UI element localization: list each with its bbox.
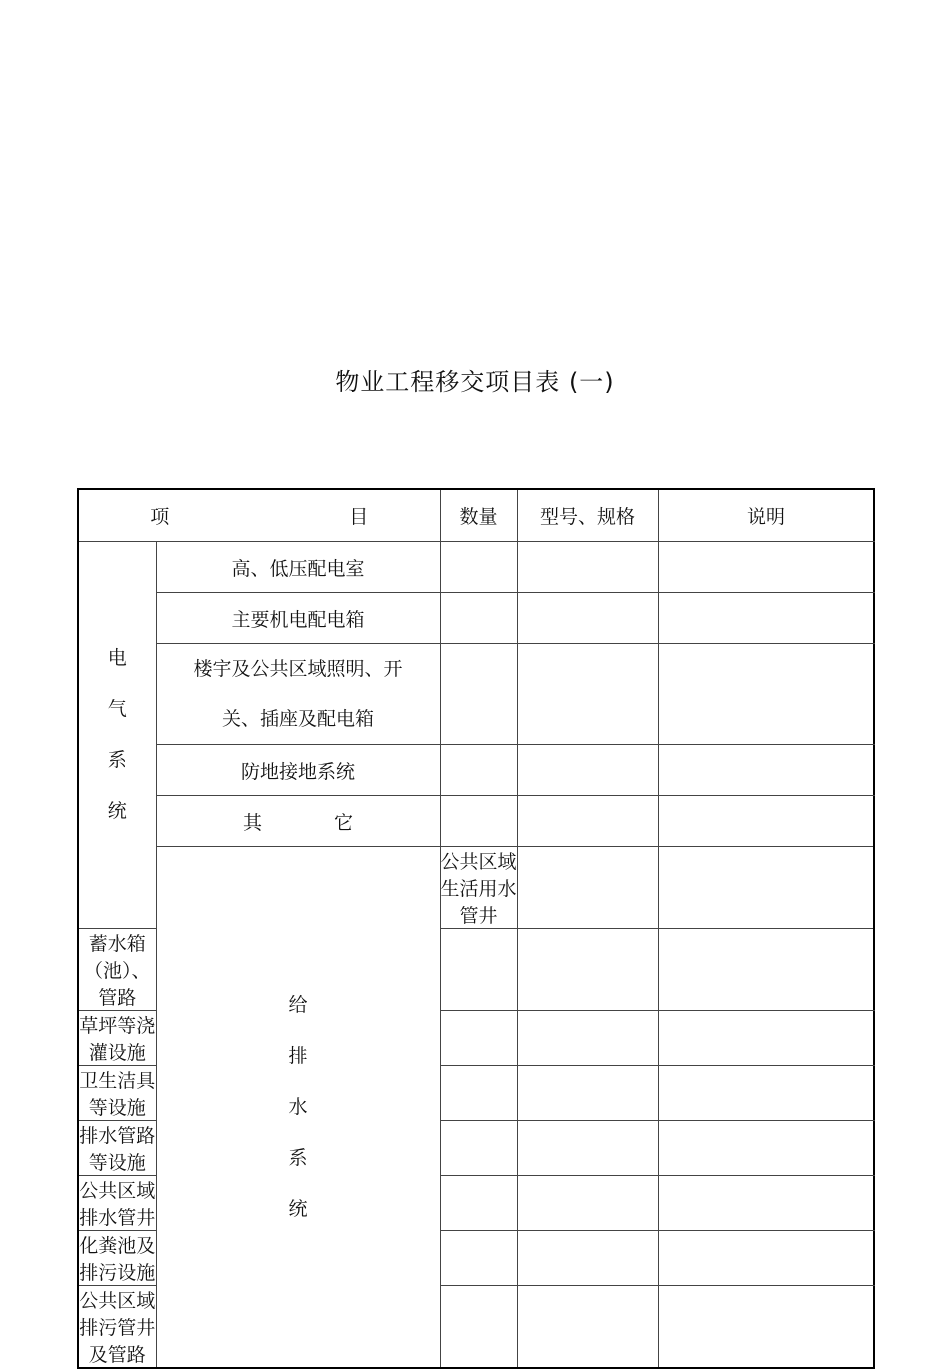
model-spec-cell — [517, 796, 658, 847]
header-item — [78, 489, 440, 542]
item-line: 楼宇及公共区域照明、开 — [193, 658, 403, 680]
item-cell: 高、低压配电室 — [156, 542, 440, 593]
item-cell: 公共区域生活用水管井 — [440, 847, 517, 929]
item-cell — [156, 796, 440, 847]
item-left: 其 — [242, 811, 262, 834]
category-char: 气 — [107, 698, 127, 720]
model-spec-cell — [517, 593, 658, 644]
category-char: 系 — [288, 1146, 308, 1169]
model-spec-cell — [517, 1286, 658, 1369]
notes-cell — [658, 1011, 874, 1066]
model-spec-cell — [517, 542, 658, 593]
header-item-right: 目 — [349, 506, 369, 528]
category-char: 系 — [107, 749, 127, 771]
notes-cell — [658, 1121, 874, 1176]
notes-cell — [658, 1231, 874, 1286]
model-spec-cell — [517, 1011, 658, 1066]
category-char: 排 — [288, 1044, 308, 1067]
item-cell: 公共区域排水管井 — [78, 1176, 156, 1231]
notes-cell — [658, 796, 874, 847]
notes-cell — [658, 929, 874, 1011]
model-spec-cell — [517, 1231, 658, 1286]
item-cell: 草坪等浇灌设施 — [78, 1011, 156, 1066]
quantity-cell — [440, 1011, 517, 1066]
item-cell: 卫生洁具等设施 — [78, 1066, 156, 1121]
category-water — [156, 847, 440, 1369]
notes-cell — [658, 1066, 874, 1121]
table-row — [78, 644, 874, 745]
notes-cell — [658, 542, 874, 593]
item-line: 关、插座及配电箱 — [221, 708, 374, 730]
item-cell: 主要机电配电箱 — [156, 593, 440, 644]
item-cell: 蓄水箱（池）、管路 — [78, 929, 156, 1011]
category-char: 电 — [107, 647, 127, 669]
quantity-cell — [517, 847, 658, 929]
quantity-cell — [440, 745, 517, 796]
category-char: 水 — [288, 1095, 308, 1118]
page-title: 物业工程移交项目表 (一) — [335, 368, 615, 396]
item-cell — [156, 644, 440, 745]
header-model-spec: 型号、规格 — [517, 489, 658, 542]
quantity-cell — [440, 1066, 517, 1121]
table-row — [78, 745, 874, 796]
notes-cell — [658, 593, 874, 644]
quantity-cell — [440, 796, 517, 847]
model-spec-cell — [517, 644, 658, 745]
category-char: 统 — [107, 800, 127, 822]
model-spec-cell — [517, 1176, 658, 1231]
table-row — [78, 847, 874, 929]
category-char: 统 — [288, 1197, 308, 1220]
category-char: 给 — [288, 993, 308, 1016]
model-spec-cell — [517, 745, 658, 796]
model-spec-cell — [517, 1121, 658, 1176]
quantity-cell — [440, 1121, 517, 1176]
header-row — [78, 489, 874, 542]
model-spec-cell — [517, 929, 658, 1011]
quantity-cell — [440, 644, 517, 745]
quantity-cell — [440, 1286, 517, 1369]
table-row — [78, 796, 874, 847]
item-cell: 公共区域排污管井及管路 — [78, 1286, 156, 1369]
item-cell: 排水管路等设施 — [78, 1121, 156, 1176]
notes-cell — [658, 745, 874, 796]
table-row — [78, 593, 874, 644]
quantity-cell — [440, 929, 517, 1011]
item-cell: 化粪池及排污设施 — [78, 1231, 156, 1286]
notes-cell — [658, 644, 874, 745]
quantity-cell — [440, 1176, 517, 1231]
header-notes: 说明 — [658, 489, 874, 542]
quantity-cell — [440, 542, 517, 593]
header-quantity: 数量 — [440, 489, 517, 542]
category-electrical — [78, 542, 156, 929]
table-row — [78, 542, 874, 593]
item-cell: 防地接地系统 — [156, 745, 440, 796]
notes-cell — [658, 1286, 874, 1369]
handover-table — [77, 488, 875, 1369]
model-spec-cell — [658, 847, 874, 929]
item-right: 它 — [334, 811, 354, 834]
model-spec-cell — [517, 1066, 658, 1121]
notes-cell — [658, 1176, 874, 1231]
quantity-cell — [440, 593, 517, 644]
header-item-left: 项 — [150, 506, 170, 528]
quantity-cell — [440, 1231, 517, 1286]
